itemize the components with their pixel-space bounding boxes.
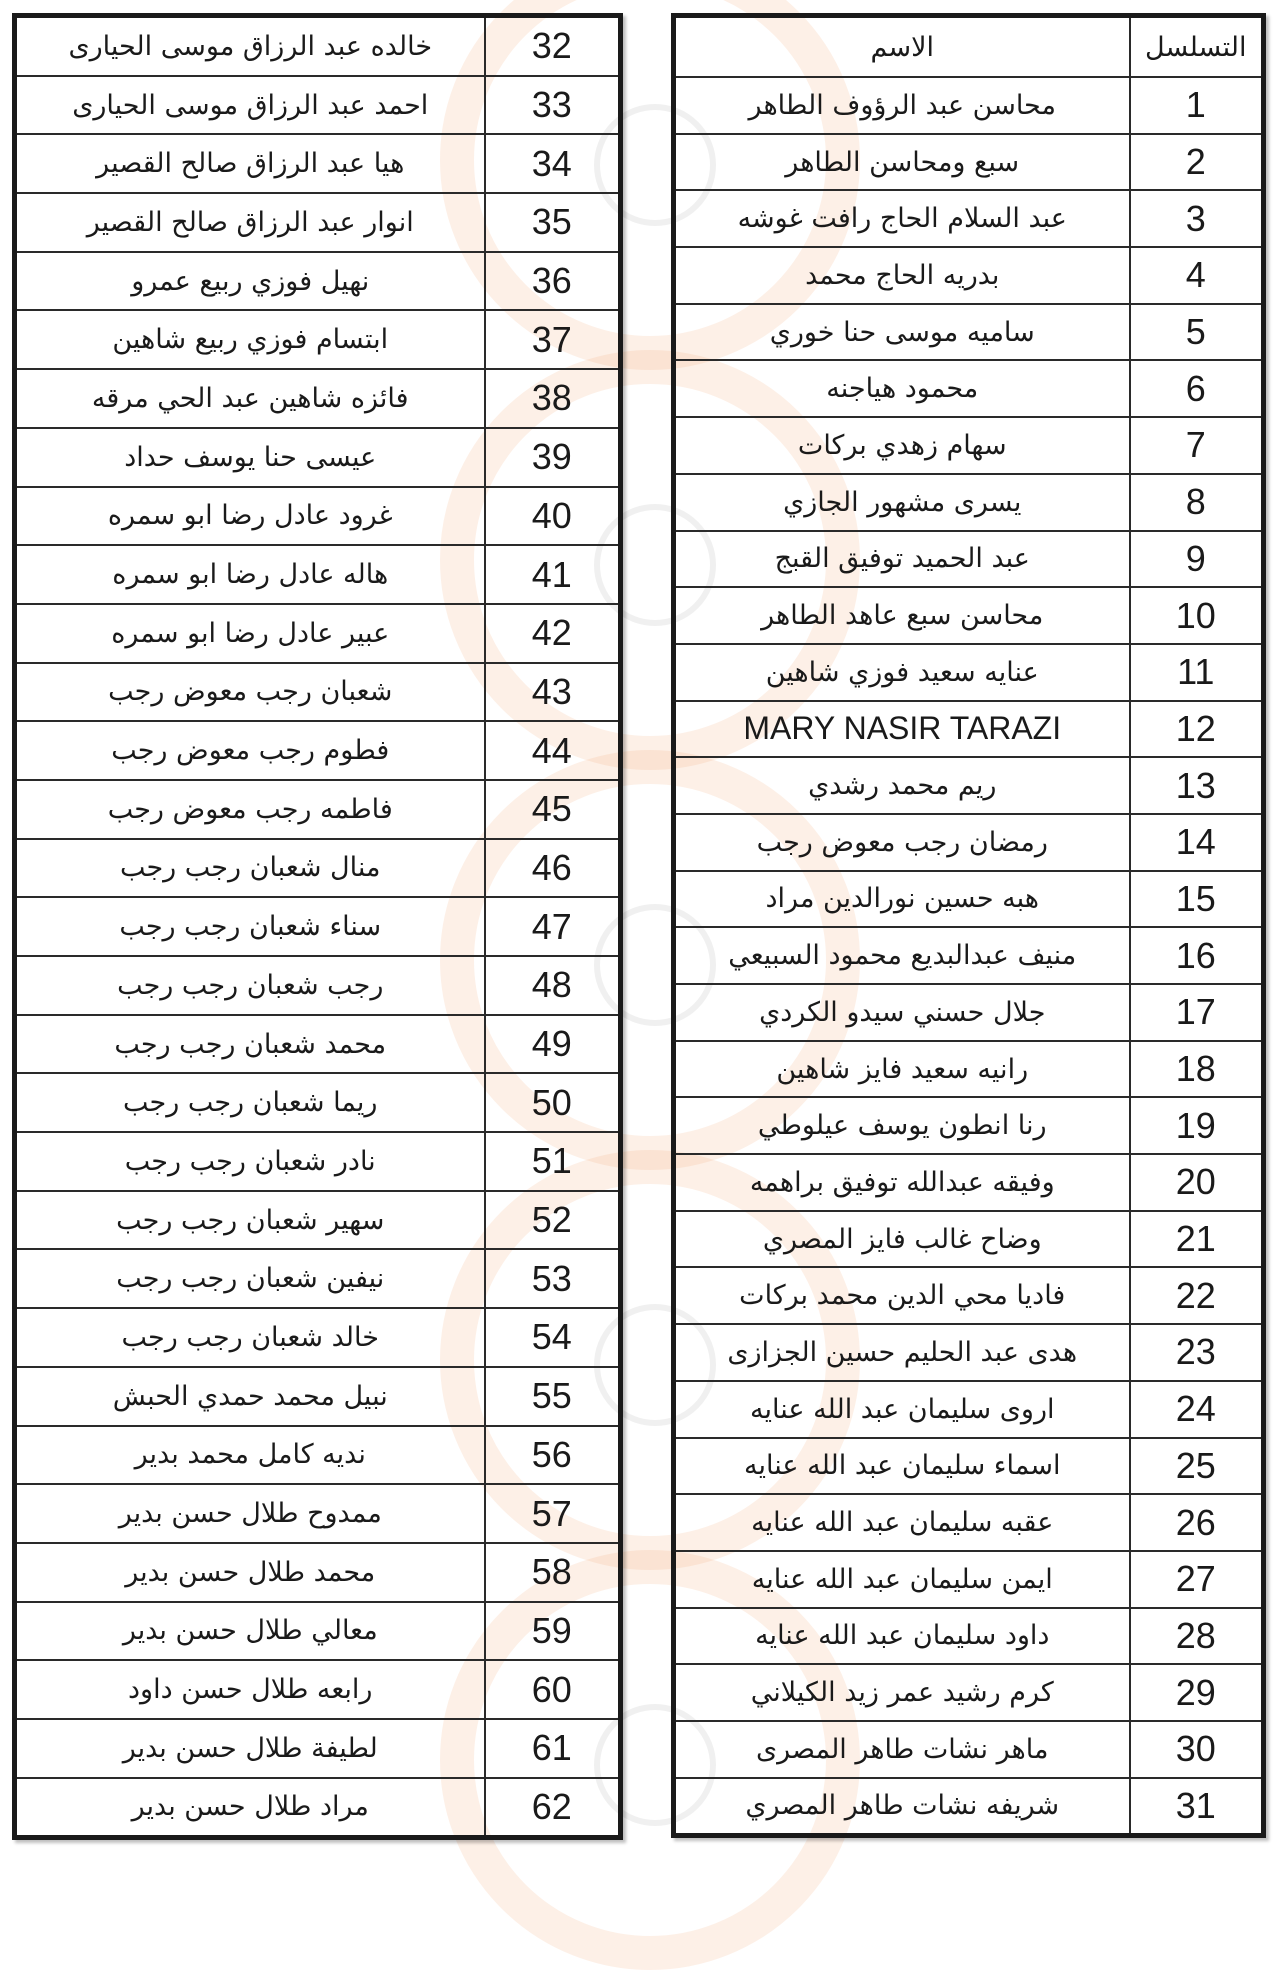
table-row (674, 587, 1264, 644)
person-name: اسماء سليمان عبد الله عنايه (674, 1438, 1130, 1495)
serial-number: 57 (485, 1484, 621, 1543)
person-name: ابتسام فوزي ربيع شاهين (15, 310, 485, 369)
person-name: بدريه الحاج محمد (674, 247, 1130, 304)
table-row (674, 814, 1264, 871)
serial-number: 51 (485, 1132, 621, 1191)
table-row (15, 1719, 621, 1778)
serial-number: 33 (485, 76, 621, 135)
person-name: محمد شعبان رجب رجب (15, 1015, 485, 1074)
table-row (674, 1154, 1264, 1211)
table-row (674, 1778, 1264, 1836)
person-name: احمد عبد الرزاق موسى الحيارى (15, 76, 485, 135)
table-row (674, 1664, 1264, 1721)
serial-number: 15 (1130, 871, 1264, 928)
person-name: ايمن سليمان عبد الله عنايه (674, 1551, 1130, 1608)
serial-number: 44 (485, 721, 621, 780)
table-row (15, 604, 621, 663)
serial-number: 34 (485, 134, 621, 193)
table-row (15, 1602, 621, 1661)
table-row (15, 1367, 621, 1426)
table-row (674, 417, 1264, 474)
person-name: كرم رشيد عمر زيد الكيلاني (674, 1664, 1130, 1721)
table-row (15, 487, 621, 546)
serial-number: 49 (485, 1015, 621, 1074)
serial-number: 24 (1130, 1381, 1264, 1438)
table-row (674, 531, 1264, 588)
serial-number: 62 (485, 1778, 621, 1838)
serial-number: 12 (1130, 701, 1264, 758)
person-name: رانيه سعيد فايز شاهين (674, 1041, 1130, 1098)
table-row (674, 644, 1264, 701)
table-row (674, 1324, 1264, 1381)
serial-number: 4 (1130, 247, 1264, 304)
serial-number: 53 (485, 1249, 621, 1308)
table-row (15, 428, 621, 487)
table-row (15, 1660, 621, 1719)
table-row (15, 1484, 621, 1543)
table-row (674, 1608, 1264, 1665)
table-row (674, 984, 1264, 1041)
serial-number: 39 (485, 428, 621, 487)
person-name: محاسن سبع عاهد الطاهر (674, 587, 1130, 644)
person-name: يسرى مشهور الجازي (674, 474, 1130, 531)
table-row (15, 1132, 621, 1191)
serial-number: 58 (485, 1543, 621, 1602)
table-row (15, 663, 621, 722)
serial-number: 10 (1130, 587, 1264, 644)
serial-number: 61 (485, 1719, 621, 1778)
serial-number: 2 (1130, 134, 1264, 191)
serial-number: 8 (1130, 474, 1264, 531)
table-row (674, 474, 1264, 531)
serial-number: 5 (1130, 304, 1264, 361)
table-row (15, 1191, 621, 1250)
person-name: ماهر نشات طاهر المصرى (674, 1721, 1130, 1778)
serial-number: 38 (485, 369, 621, 428)
table-row (674, 1381, 1264, 1438)
table-row (15, 1778, 621, 1838)
serial-number: 30 (1130, 1721, 1264, 1778)
serial-number: 46 (485, 839, 621, 898)
serial-number: 16 (1130, 927, 1264, 984)
serial-number: 31 (1130, 1778, 1264, 1836)
table-header-row (674, 16, 1264, 78)
table-row (15, 545, 621, 604)
serial-number: 20 (1130, 1154, 1264, 1211)
person-name: ساميه موسى حنا خوري (674, 304, 1130, 361)
person-name: نبيل محمد حمدي الحبش (15, 1367, 485, 1426)
person-name: جلال حسني سيدو الكردي (674, 984, 1130, 1041)
serial-number: 47 (485, 897, 621, 956)
header-name: الاسم (674, 16, 1130, 78)
person-name: غرود عادل رضا ابو سمره (15, 487, 485, 546)
person-name: رابعه طلال حسن داود (15, 1660, 485, 1719)
names-table-right (671, 13, 1266, 1838)
serial-number: 32 (485, 16, 621, 76)
person-name: عبير عادل رضا ابو سمره (15, 604, 485, 663)
person-name: نهيل فوزي ربيع عمرو (15, 252, 485, 311)
serial-number: 59 (485, 1602, 621, 1661)
serial-number: 41 (485, 545, 621, 604)
table-row (674, 1494, 1264, 1551)
table-row (674, 757, 1264, 814)
person-name: هبه حسين نورالدين مراد (674, 871, 1130, 928)
person-name: هاله عادل رضا ابو سمره (15, 545, 485, 604)
table-row (674, 77, 1264, 134)
serial-number: 13 (1130, 757, 1264, 814)
person-name: عبد السلام الحاج رافت غوشه (674, 190, 1130, 247)
table-row (15, 1249, 621, 1308)
table-row (15, 310, 621, 369)
serial-number: 14 (1130, 814, 1264, 871)
person-name: اروى سليمان عبد الله عنايه (674, 1381, 1130, 1438)
serial-number: 52 (485, 1191, 621, 1250)
table-row (674, 1438, 1264, 1495)
person-name: خالده عبد الرزاق موسى الحيارى (15, 16, 485, 76)
table-row (674, 871, 1264, 928)
table-row (674, 701, 1264, 758)
serial-number: 25 (1130, 1438, 1264, 1495)
person-name: وفيقه عبدالله توفيق براهمه (674, 1154, 1130, 1211)
person-name: انوار عبد الرزاق صالح القصير (15, 193, 485, 252)
person-name: محاسن عبد الرؤوف الطاهر (674, 77, 1130, 134)
person-name: نيفين شعبان رجب رجب (15, 1249, 485, 1308)
table-row (15, 16, 621, 76)
table-row (674, 247, 1264, 304)
person-name: عقبه سليمان عبد الله عنايه (674, 1494, 1130, 1551)
person-name: خالد شعبان رجب رجب (15, 1308, 485, 1367)
table-row (15, 134, 621, 193)
table-row (674, 190, 1264, 247)
serial-number: 1 (1130, 77, 1264, 134)
serial-number: 23 (1130, 1324, 1264, 1381)
person-name: ريم محمد رشدي (674, 757, 1130, 814)
person-name: وضاح غالب فايز المصري (674, 1211, 1130, 1268)
serial-number: 29 (1130, 1664, 1264, 1721)
serial-number: 45 (485, 780, 621, 839)
person-name: منال شعبان رجب رجب (15, 839, 485, 898)
serial-number: 3 (1130, 190, 1264, 247)
serial-number: 43 (485, 663, 621, 722)
serial-number: 54 (485, 1308, 621, 1367)
person-name: منيف عبدالبديع محمود السبيعي (674, 927, 1130, 984)
person-name: هيا عبد الرزاق صالح القصير (15, 134, 485, 193)
serial-number: 9 (1130, 531, 1264, 588)
table-row (15, 76, 621, 135)
person-name: لطيفة طلال حسن بدير (15, 1719, 485, 1778)
table-row (15, 956, 621, 1015)
person-name: داود سليمان عبد الله عنايه (674, 1608, 1130, 1665)
person-name: محمود هياجنه (674, 360, 1130, 417)
table-row (674, 1097, 1264, 1154)
table-row (15, 252, 621, 311)
table-row (15, 193, 621, 252)
serial-number: 7 (1130, 417, 1264, 474)
person-name: سبع ومحاسن الطاهر (674, 134, 1130, 191)
person-name: عيسى حنا يوسف حداد (15, 428, 485, 487)
serial-number: 60 (485, 1660, 621, 1719)
person-name: عنايه سعيد فوزي شاهين (674, 644, 1130, 701)
person-name: رمضان رجب معوض رجب (674, 814, 1130, 871)
person-name: فطوم رجب معوض رجب (15, 721, 485, 780)
person-name: نديه كامل محمد بدير (15, 1426, 485, 1485)
person-name: مراد طلال حسن بدير (15, 1778, 485, 1838)
serial-number: 26 (1130, 1494, 1264, 1551)
serial-number: 56 (485, 1426, 621, 1485)
header-serial: التسلسل (1130, 16, 1264, 78)
serial-number: 55 (485, 1367, 621, 1426)
table-row (674, 134, 1264, 191)
person-name: عبد الحميد توفيق القبج (674, 531, 1130, 588)
serial-number: 37 (485, 310, 621, 369)
serial-number: 35 (485, 193, 621, 252)
person-name: محمد طلال حسن بدير (15, 1543, 485, 1602)
serial-number: 28 (1130, 1608, 1264, 1665)
person-name: فاطمه رجب معوض رجب (15, 780, 485, 839)
person-name: سناء شعبان رجب رجب (15, 897, 485, 956)
person-name: رجب شعبان رجب رجب (15, 956, 485, 1015)
person-name: هدى عبد الحليم حسين الجزازى (674, 1324, 1130, 1381)
serial-number: 11 (1130, 644, 1264, 701)
serial-number: 50 (485, 1073, 621, 1132)
table-row (15, 1015, 621, 1074)
table-row (15, 839, 621, 898)
serial-number: 42 (485, 604, 621, 663)
person-name: ريما شعبان رجب رجب (15, 1073, 485, 1132)
person-name: فائزه شاهين عبد الحي مرقه (15, 369, 485, 428)
serial-number: 27 (1130, 1551, 1264, 1608)
person-name: شريفه نشات طاهر المصري (674, 1778, 1130, 1836)
table-row (15, 369, 621, 428)
person-name: ممدوح طلال حسن بدير (15, 1484, 485, 1543)
table-row (15, 1426, 621, 1485)
person-name: معالي طلال حسن بدير (15, 1602, 485, 1661)
serial-number: 40 (485, 487, 621, 546)
table-row (674, 1267, 1264, 1324)
table-row (15, 897, 621, 956)
serial-number: 36 (485, 252, 621, 311)
table-row (674, 1211, 1264, 1268)
serial-number: 21 (1130, 1211, 1264, 1268)
table-row (674, 360, 1264, 417)
table-row (15, 721, 621, 780)
table-row (674, 304, 1264, 361)
table-row (674, 1041, 1264, 1098)
table-row (15, 1073, 621, 1132)
person-name: رنا انطون يوسف عيلوطي (674, 1097, 1130, 1154)
person-name: سهير شعبان رجب رجب (15, 1191, 485, 1250)
person-name: شعبان رجب معوض رجب (15, 663, 485, 722)
person-name: MARY NASIR TARAZI (674, 701, 1130, 758)
serial-number: 22 (1130, 1267, 1264, 1324)
serial-number: 17 (1130, 984, 1264, 1041)
person-name: سهام زهدي بركات (674, 417, 1130, 474)
table-row (674, 1721, 1264, 1778)
serial-number: 48 (485, 956, 621, 1015)
table-row (15, 1308, 621, 1367)
person-name: نادر شعبان رجب رجب (15, 1132, 485, 1191)
serial-number: 6 (1130, 360, 1264, 417)
person-name: فاديا محي الدين محمد بركات (674, 1267, 1130, 1324)
table-row (674, 927, 1264, 984)
table-row (15, 1543, 621, 1602)
names-table-left (12, 13, 623, 1840)
table-row (15, 780, 621, 839)
table-row (674, 1551, 1264, 1608)
serial-number: 19 (1130, 1097, 1264, 1154)
serial-number: 18 (1130, 1041, 1264, 1098)
